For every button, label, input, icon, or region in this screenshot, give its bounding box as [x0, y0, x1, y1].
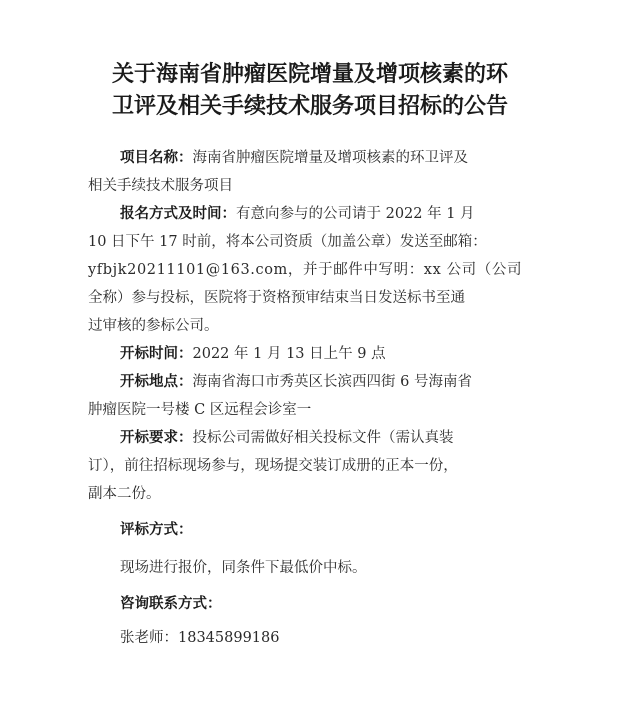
registration-text-2: 10 日下午 17 时前，将本公司资质（加盖公章）发送至邮箱： — [88, 234, 487, 250]
requirements-text-2: 订），前往招标现场参与，现场提交装订成册的正本一份， — [88, 458, 458, 474]
opening-place-paragraph — [120, 372, 472, 392]
project-name-label: 项目名称： — [120, 150, 193, 166]
requirements-text-3: 副本二份。 — [88, 486, 161, 502]
opening-time-paragraph — [120, 344, 386, 364]
requirements-paragraph — [120, 428, 454, 448]
project-name-text: 海南省肿瘤医院增量及增项核素的环卫评及 — [192, 150, 468, 166]
registration-paragraph — [120, 204, 475, 224]
page-title-line-2: 卫评及相关手续技术服务项目招标的公告 — [111, 94, 508, 119]
opening-place-label: 开标地点： — [120, 374, 193, 390]
requirements-text: 投标公司需做好相关投标文件（需认真装 — [192, 430, 454, 446]
opening-time-label: 开标时间： — [120, 346, 193, 362]
contact-label: 咨询联系方式： — [120, 596, 222, 612]
registration-text: 有意向参与的公司请于 2022 年 1 月 — [236, 206, 475, 222]
opening-time-text: 2022 年 1 月 13 日上午 9 点 — [192, 346, 386, 362]
registration-label: 报名方式及时间： — [120, 206, 236, 222]
registration-text-3: yfbjk20211101@163.com，并于邮件中写明：xx 公司（公司 — [88, 262, 523, 278]
registration-text-5: 过审核的参标公司。 — [88, 318, 219, 334]
evaluation-label-line — [120, 520, 193, 540]
contact-label-line — [120, 594, 222, 614]
opening-place-text-cont: 肿瘤医院一号楼 C 区远程会诊室一 — [88, 402, 312, 418]
requirements-label: 开标要求： — [120, 430, 193, 446]
evaluation-label: 评标方式： — [120, 522, 193, 538]
contact-text: 张老师：18345899186 — [120, 630, 280, 646]
page-title-line-1: 关于海南省肿瘤医院增量及增项核素的环 — [111, 62, 508, 87]
evaluation-text: 现场进行报价，同条件下最低价中标。 — [120, 560, 367, 576]
project-name-paragraph — [120, 148, 468, 168]
registration-text-4: 全称）参与投标，医院将于资格预审结束当日发送标书至通 — [88, 290, 465, 306]
project-name-text-cont: 相关手续技术服务项目 — [88, 178, 233, 194]
opening-place-text: 海南省海口市秀英区长滨西四街 6 号海南省 — [192, 374, 472, 390]
